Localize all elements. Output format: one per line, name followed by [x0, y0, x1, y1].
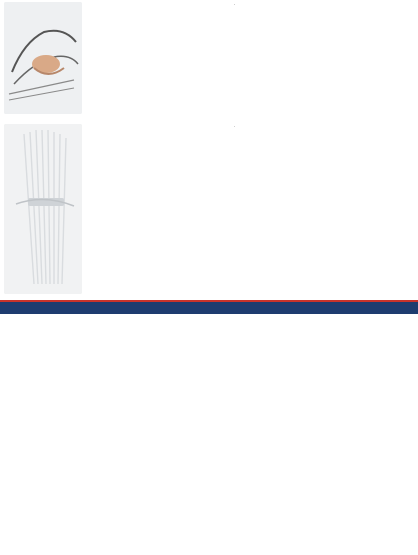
turkish-info-section — [0, 0, 418, 120]
en-application-areas — [336, 230, 416, 231]
tr-tech-specs — [234, 60, 326, 61]
english-description — [86, 125, 230, 128]
turkish-description — [86, 3, 230, 6]
en-tech-specs — [234, 230, 334, 231]
cable-ties-photo-bundle — [4, 124, 82, 294]
section-banner — [0, 300, 418, 314]
table-units-row — [0, 350, 418, 356]
tr-application-areas — [334, 60, 414, 61]
english-info-section — [0, 120, 418, 300]
table-header — [0, 327, 418, 351]
colour-column — [188, 357, 204, 550]
cable-ties-photo-hand — [4, 2, 82, 114]
